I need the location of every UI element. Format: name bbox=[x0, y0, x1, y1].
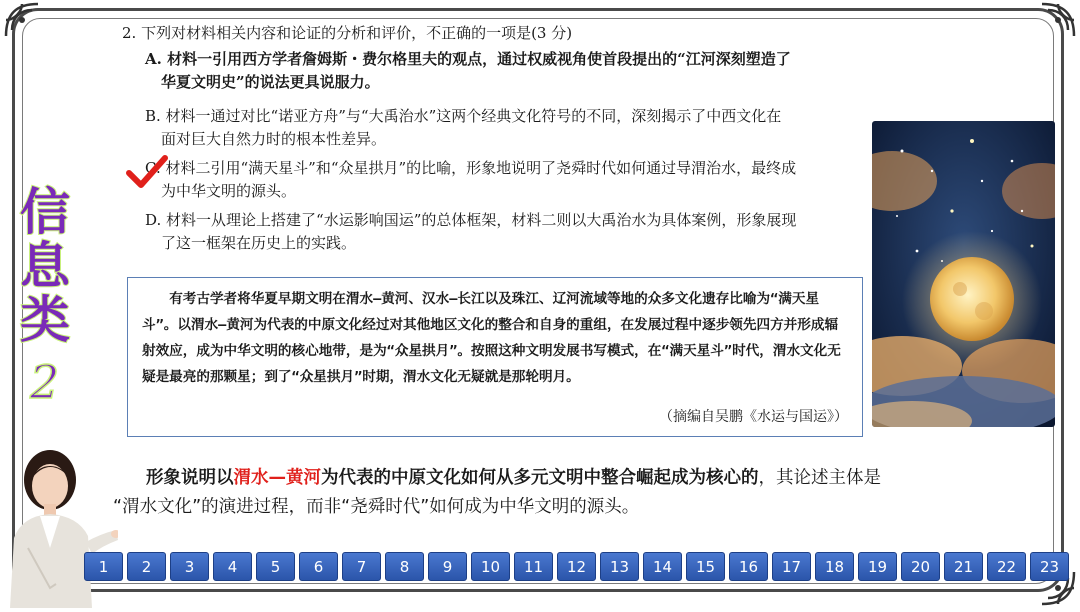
page-button-5[interactable]: 5 bbox=[256, 552, 295, 581]
page-button-10[interactable]: 10 bbox=[471, 552, 510, 581]
side-title-char: 信 bbox=[20, 183, 70, 241]
option-c-line-2: 为中华文明的源头。 bbox=[161, 182, 297, 200]
side-title-char: 类 bbox=[20, 291, 70, 349]
presenter-avatar bbox=[0, 438, 118, 608]
page-button-7[interactable]: 7 bbox=[342, 552, 381, 581]
side-title-char: 息 bbox=[20, 237, 70, 295]
page-button-18[interactable]: 18 bbox=[815, 552, 854, 581]
page-button-17[interactable]: 17 bbox=[772, 552, 811, 581]
page-button-23[interactable]: 23 bbox=[1030, 552, 1069, 581]
page-button-4[interactable]: 4 bbox=[213, 552, 252, 581]
side-number: 2 bbox=[30, 355, 60, 409]
option-c[interactable] bbox=[145, 157, 865, 203]
option-a-line-1: A. 材料一引用西方学者詹姆斯・费尔格里夫的观点，通过权威视角使首段提出的“江河深刻塑造了 bbox=[145, 50, 791, 68]
page-button-12[interactable]: 12 bbox=[557, 552, 596, 581]
moon-night-image bbox=[872, 121, 1055, 427]
option-a[interactable] bbox=[145, 48, 865, 94]
option-d-line-1: D. 材料一从理论上搭建了“水运影响国运”的总体框架，材料二则以大禹治水为具体案例，形象展现 bbox=[145, 211, 797, 229]
option-a-line-2: 华夏文明史”的说法更具说服力。 bbox=[161, 73, 380, 91]
slide-pager bbox=[84, 552, 1069, 582]
page-button-16[interactable]: 16 bbox=[729, 552, 768, 581]
option-b-line-2: 面对巨大自然力时的根本性差异。 bbox=[161, 130, 387, 148]
page-button-9[interactable]: 9 bbox=[428, 552, 467, 581]
page-button-22[interactable]: 22 bbox=[987, 552, 1026, 581]
page-button-6[interactable]: 6 bbox=[299, 552, 338, 581]
explanation-part2: 为代表的中原文化如何从多元文明中整合崛起成为核心的 bbox=[321, 468, 759, 488]
corner-ornament-icon bbox=[2, 0, 42, 40]
page-button-3[interactable]: 3 bbox=[170, 552, 209, 581]
option-b-line-1: B. 材料一通过对比“诺亚方舟”与“大禹治水”这两个经典文化符号的不同，深刻揭示了中西文化在 bbox=[145, 107, 782, 125]
option-c-line-1: C. 材料二引用“满天星斗”和“众星拱月”的比喻，形象地说明了尧舜时代如何通过导渭治水，最终成 bbox=[145, 159, 797, 177]
page-button-11[interactable]: 11 bbox=[514, 552, 553, 581]
passage-text: 有考古学者将华夏早期文明在渭水—黄河、汉水—长江以及珠江、辽河流域等地的众多文化遗存比喻为“满天星斗”。以渭水—黄河为代表的中原文化经过对其他地区文化的整合和自身的重组，在发展过程中逐步领先四方并形成辐射效应，成为中华文明的核心地带，是为“众星拱月”。按照这种文明发展书写模式，在“满天星斗”时代，渭水文化无疑是最亮的那颗星；到了“众星拱月”时期，渭水文化无疑就是那轮明月。 bbox=[142, 291, 841, 385]
explanation-highlight: 渭水—黄河 bbox=[233, 468, 321, 488]
page-button-21[interactable]: 21 bbox=[944, 552, 983, 581]
side-title bbox=[15, 185, 75, 347]
page-button-14[interactable]: 14 bbox=[643, 552, 682, 581]
page-button-1[interactable]: 1 bbox=[84, 552, 123, 581]
explanation-part3: ，其论述主体是 bbox=[758, 468, 881, 488]
explanation-part1: 形象说明以 bbox=[146, 468, 234, 488]
page-button-20[interactable]: 20 bbox=[901, 552, 940, 581]
passage-box bbox=[127, 277, 863, 437]
page-button-19[interactable]: 19 bbox=[858, 552, 897, 581]
checkmark-icon bbox=[126, 155, 168, 189]
page-button-13[interactable]: 13 bbox=[600, 552, 639, 581]
option-d-line-2: 了这一框架在历史上的实践。 bbox=[161, 234, 357, 252]
page-button-15[interactable]: 15 bbox=[686, 552, 725, 581]
option-b[interactable] bbox=[145, 105, 865, 151]
page-button-8[interactable]: 8 bbox=[385, 552, 424, 581]
passage-source: （摘编自吴鹏《水运与国运》） bbox=[659, 409, 848, 425]
explanation-text bbox=[113, 464, 1013, 522]
explanation-part4: “渭水文化”的演进过程，而非“尧舜时代”如何成为中华文明的源头。 bbox=[113, 497, 640, 517]
page-button-2[interactable]: 2 bbox=[127, 552, 166, 581]
corner-ornament-icon bbox=[1038, 0, 1078, 40]
option-d[interactable] bbox=[145, 209, 865, 255]
question-title: 2. 下列对材料相关内容和论证的分析和评价，不正确的一项是(3 分) bbox=[122, 24, 573, 42]
